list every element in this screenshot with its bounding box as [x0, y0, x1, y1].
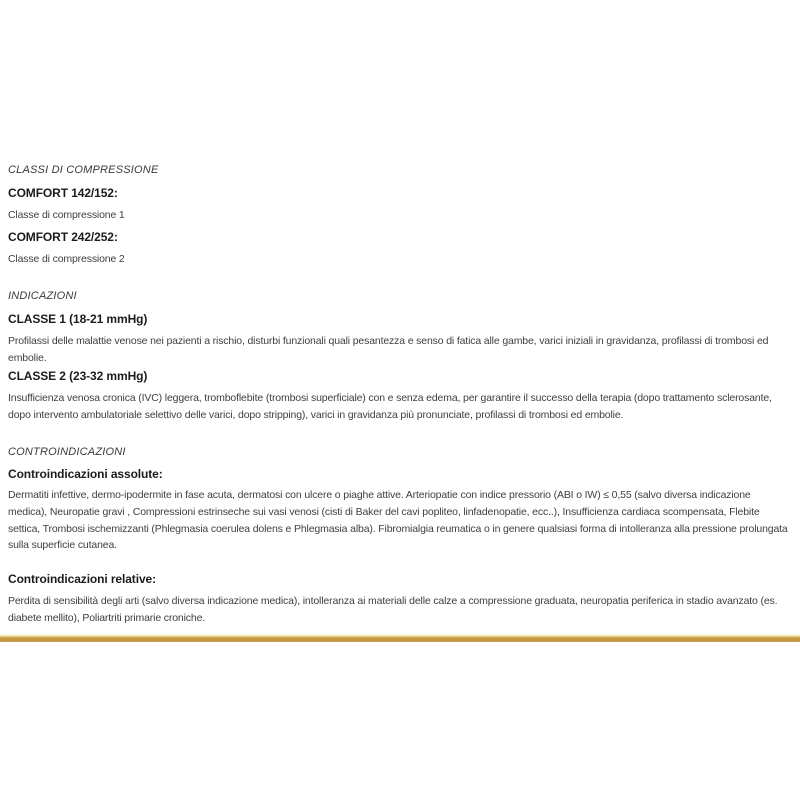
heading-comfort-142-152: COMFORT 142/152:	[8, 186, 118, 200]
section-title-compression-classes: CLASSI DI COMPRESSIONE	[8, 164, 159, 176]
gold-divider-bar	[0, 634, 800, 642]
heading-absolute-contraindications: Controindicazioni assolute:	[8, 467, 163, 481]
section-title-contraindications: CONTROINDICAZIONI	[8, 446, 126, 458]
paragraph-class-2-indications: Insufficienza venosa cronica (IVC) leggera, tromboflebite (trombosi superficiale) con e senza edema, per garantire il successo della terapia (dopo trattamento sclerosante, dopo intervento ambulatoriale selettivo delle varici, dopo stripping), varici in gravidanza più pronunciate, profilassi di trombosi ed embolie.	[8, 392, 772, 421]
heading-relative-contraindications: Controindicazioni relative:	[8, 572, 156, 586]
heading-class-2: CLASSE 2 (23-32 mmHg)	[8, 369, 148, 383]
paragraph-relative-contraindications: Perdita di sensibilità degli arti (salvo diversa indicazione medica), intolleranza ai materiali delle calze a compressione graduata, neuropatia periferica in stadio avanzato (es. diabete mellito), Poliartriti primarie croniche.	[8, 595, 778, 624]
paragraph-absolute-contraindications: Dermatiti infettive, dermo-ipodermite in fase acuta, dermatosi con ulcere o piaghe attive. Arteriopatie con indice pressorio (ABI o IW) ≤ 0,55 (salvo diversa indicazione medica), Neuropatie gravi , Compressioni estrinseche sui vasi venosi (cisti di Baker del cavi popliteo, linfadenopatie, ecc..), Insufficienza cardiaca scompensata, Flebite settica, Trombosi ischemizzanti (Phlegmasia coerulea dolens e Phlegmasia alba). Fibromialgia reumatica o in genere qualsiasi forma di intolleranza alla pressione prolungata sulla superficie cutanea.	[8, 489, 788, 552]
paragraph-class-1-indications: Profilassi delle malattie venose nei pazienti a rischio, disturbi funzionali quali pesantezza e senso di fatica alle gambe, varici iniziali in gravidanza, profilassi di trombosi ed embolie.	[8, 335, 769, 364]
heading-class-1: CLASSE 1 (18-21 mmHg)	[8, 312, 148, 326]
heading-comfort-242-252: COMFORT 242/252:	[8, 230, 118, 244]
section-title-indications: INDICAZIONI	[8, 290, 77, 302]
text-comfort-142-152-class: Classe di compressione 1	[8, 209, 125, 221]
text-comfort-242-252-class: Classe di compressione 2	[8, 253, 125, 265]
